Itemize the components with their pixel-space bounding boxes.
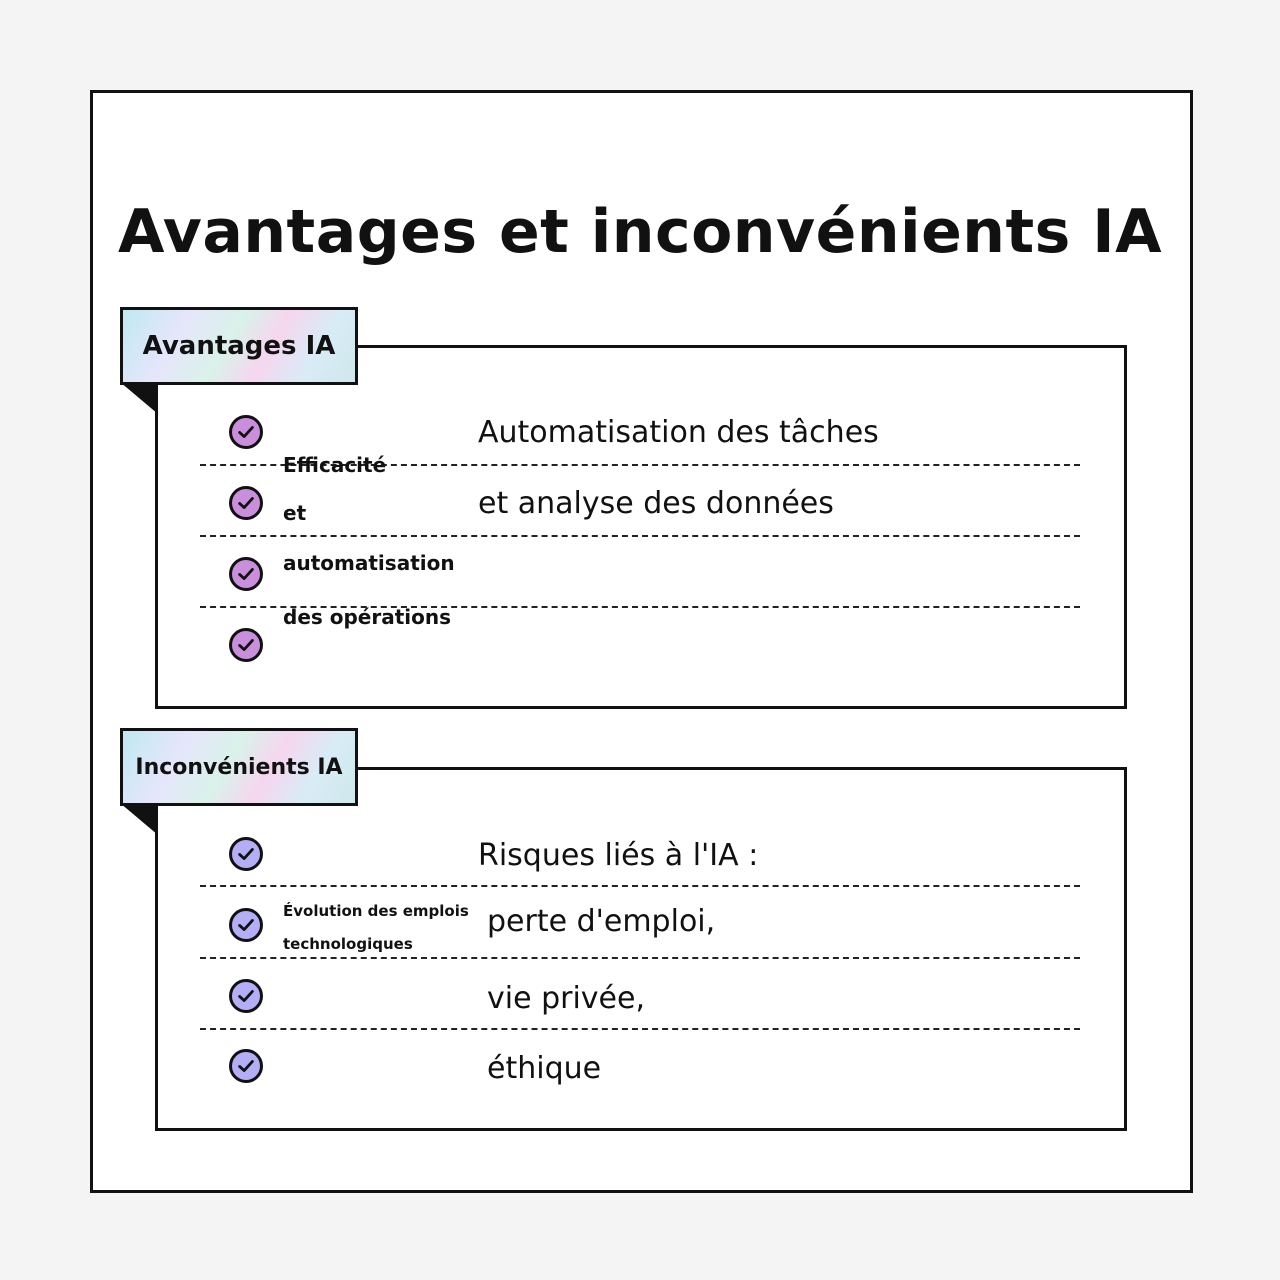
advantages-divider (200, 535, 1080, 537)
check-circle-icon (229, 486, 263, 520)
disadvantage-item: éthique (487, 1051, 602, 1086)
check-circle-icon (229, 557, 263, 591)
disadvantages-tab (120, 728, 358, 806)
disadvantages-tab-label: Inconvénients IA (135, 754, 343, 780)
disadvantage-item: perte d'emploi, (487, 904, 716, 939)
disadvantages-divider (200, 1028, 1080, 1030)
check-circle-icon (229, 1049, 263, 1083)
disadvantage-item: vie privée, (487, 981, 645, 1016)
check-circle-icon (229, 908, 263, 942)
advantages-side-label-line: automatisation (283, 551, 455, 575)
disadvantages-side-label-line: Évolution des emplois (283, 902, 469, 920)
advantages-side-label-line: Efficacité (283, 453, 387, 477)
check-circle-icon (229, 837, 263, 871)
advantage-item: Automatisation des tâches (478, 415, 879, 450)
advantage-item: et analyse des données (478, 486, 834, 521)
disadvantage-item: Risques liés à l'IA : (478, 838, 759, 873)
advantages-tab-label: Avantages IA (142, 331, 336, 361)
check-circle-icon (229, 415, 263, 449)
disadvantages-side-label-line: technologiques (283, 935, 413, 953)
advantages-side-label-line: et (283, 501, 307, 525)
advantages-side-label-line: des opérations (283, 605, 452, 629)
check-circle-icon (229, 628, 263, 662)
check-circle-icon (229, 979, 263, 1013)
disadvantages-divider (200, 957, 1080, 959)
advantages-panel (155, 345, 1127, 709)
advantages-tab (120, 307, 358, 385)
disadvantages-divider (200, 885, 1080, 887)
page-title: Avantages et inconvénients IA (117, 197, 1163, 267)
